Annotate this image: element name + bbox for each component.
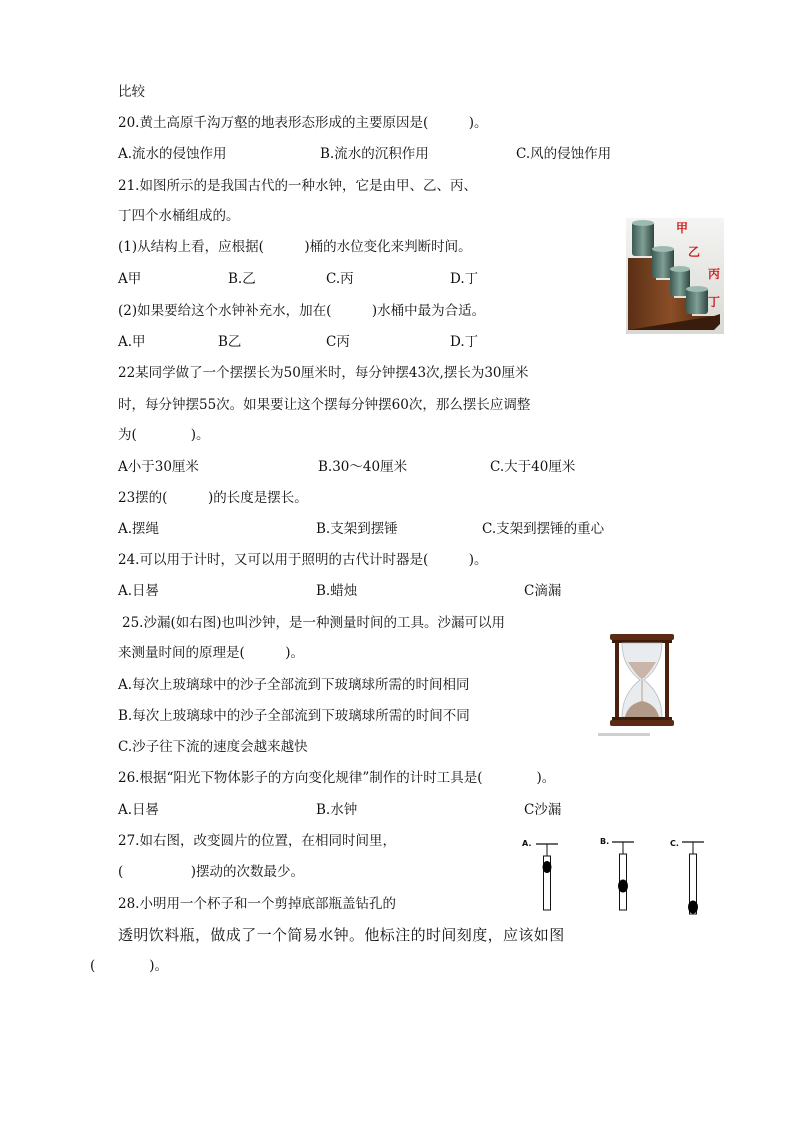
question-25: 25.沙漏(如右图)也叫沙钟，是一种测量时间的工具。沙漏可以用 [122,615,506,631]
option-20-c: C.风的侵蚀作用 [516,146,612,162]
vessel-label-jia: 甲 [676,221,689,235]
option-25-a: A.每次上玻璃球中的沙子全部流到下玻璃球所需的时间相同 [118,677,470,693]
option-21-2-c: C丙 [326,334,350,350]
option-24-b: B.蜡烛 [316,583,358,599]
option-20-b: B.流水的沉积作用 [320,146,429,162]
question-21: 21.如图所示的是我国古代的一种水钟，它是由甲、乙、丙、 [118,178,477,194]
pendulum-label-b: B. [600,837,610,846]
option-22-a: A小于30厘米 [118,459,199,475]
option-23-c: C.支架到摆锤的重心 [482,521,605,537]
vessel-label-ding: 丁 [708,295,721,309]
option-21-1-d: D.丁 [450,271,479,287]
question-25-cont: 来测量时间的原理是( )。 [118,645,305,661]
pendulum-figure [520,834,720,920]
question-28-cont2: ( )。 [90,958,169,974]
option-21-2-a: A.甲 [118,334,146,350]
question-21-sub1: (1)从结构上看，应根据( )桶的水位变化来判断时间。 [118,239,472,255]
option-26-b: B.水钟 [316,802,358,818]
vessel-label-bing: 丙 [708,267,721,281]
question-24: 24.可以用于计时，又可以用于照明的古代计时器是( )。 [118,552,488,568]
option-24-c: C滴漏 [524,583,562,599]
pendulum-label-a: A. [522,839,532,848]
option-23-a: A.摆绳 [118,521,160,537]
question-23: 23摆的( )的长度是摆长。 [118,490,308,506]
option-24-a: A.日晷 [118,583,160,599]
option-26-c: C沙漏 [524,802,562,818]
question-27-cont: ( )摆动的次数最少。 [118,864,305,880]
option-21-1-a: A甲 [118,271,142,287]
question-21-cont: 丁四个水桶组成的。 [118,208,240,224]
option-21-1-b: B.乙 [228,271,256,287]
question-20: 20.黄土高原千沟万壑的地表形态形成的主要原因是( )。 [118,115,488,131]
vessel-label-yi: 乙 [688,245,701,259]
text-line: 比较 [118,84,145,100]
pendulum-label-c: C. [670,839,679,848]
option-21-1-c: C.丙 [326,271,354,287]
question-22: 22某同学做了一个摆摆长为50厘米时，每分钟摆43次,摆长为30厘米 [118,365,529,381]
question-27: 27.如右图，改变圆片的位置，在相同时间里， [118,833,396,849]
option-20-a: A.流水的侵蚀作用 [118,146,227,162]
option-25-b: B.每次上玻璃球中的沙子全部流到下玻璃球所需的时间不同 [118,708,470,724]
hourglass-figure [598,632,686,740]
option-26-a: A.日晷 [118,802,160,818]
question-28-cont: 透明饮料瓶，做成了一个简易水钟。他标注的时间刻度，应该如图 [118,926,565,944]
option-22-b: B.30～40厘米 [318,459,408,475]
option-25-c: C.沙子往下流的速度会越来越快 [118,739,308,755]
question-26: 26.根据“阳光下物体影子的方向变化规律”制作的计时工具是( )。 [118,770,556,786]
question-28: 28.小明用一个杯子和一个剪掉底部瓶盖钻孔的 [118,896,396,912]
water-clock-figure [626,218,724,334]
question-21-sub2: (2)如果要给这个水钟补充水，加在( )水桶中最为合适。 [118,303,486,319]
question-22-cont: 时，每分钟摆55次。如果要让这个摆每分钟摆60次，那么摆长应调整 [118,397,531,413]
option-23-b: B.支架到摆锤 [316,521,398,537]
option-21-2-b: B乙 [218,334,242,350]
question-22-cont2: 为( )。 [118,427,210,443]
option-21-2-d: D.丁 [450,334,479,350]
option-22-c: C.大于40厘米 [490,459,576,475]
